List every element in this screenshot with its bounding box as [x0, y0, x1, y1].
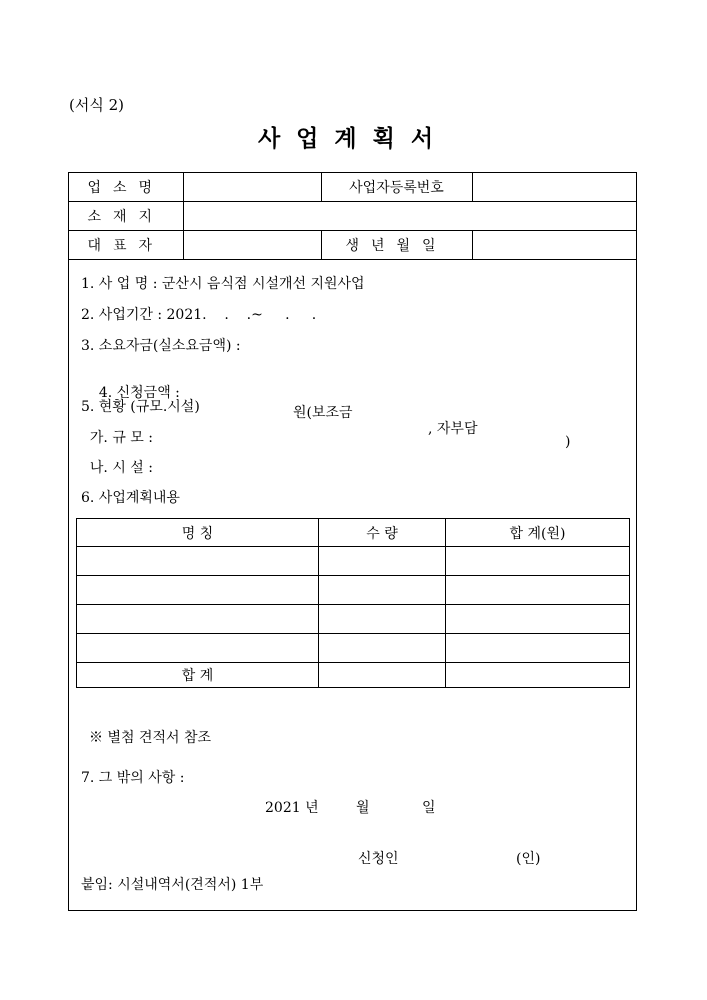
plan-table	[76, 518, 630, 688]
form-frame	[68, 172, 637, 911]
subsidy-label: 원(보조금	[293, 405, 353, 421]
location-field[interactable]	[183, 202, 636, 231]
seal-mark: (인)	[516, 851, 541, 867]
table-row	[77, 547, 630, 576]
total-amount-cell[interactable]	[446, 663, 630, 688]
name-cell[interactable]	[77, 576, 319, 605]
status-heading: 5. 현황 (규모.시설)	[81, 399, 200, 415]
attachment-note: 붙임: 시설내역서(견적서) 1부	[81, 877, 264, 893]
birth-date-label: 생년월일	[321, 231, 472, 260]
scale-line: 가. 규 모 :	[81, 430, 153, 446]
location-label: 소재지	[69, 202, 183, 231]
date-year: 2021 년	[265, 800, 319, 816]
quantity-cell[interactable]	[319, 605, 446, 634]
header-name: 명 칭	[77, 519, 319, 547]
header-total: 합 계(원)	[446, 519, 630, 547]
amount-cell[interactable]	[446, 576, 630, 605]
amount-cell[interactable]	[446, 547, 630, 576]
quantity-cell[interactable]	[319, 576, 446, 605]
business-name-field[interactable]	[183, 173, 321, 202]
plan-heading: 6. 사업계획내용	[81, 490, 180, 506]
name-cell[interactable]	[77, 634, 319, 663]
other-matters: 7. 그 밖의 사항 :	[81, 770, 185, 786]
date-month: 월	[356, 800, 370, 816]
name-cell[interactable]	[77, 605, 319, 634]
total-label: 합 계	[77, 663, 319, 688]
header-quantity: 수 량	[319, 519, 446, 547]
quantity-cell[interactable]	[319, 547, 446, 576]
table-row	[77, 576, 630, 605]
business-reg-label: 사업자등록번호	[321, 173, 472, 202]
self-pay-label: , 자부담	[428, 421, 478, 437]
table-row	[77, 634, 630, 663]
document-title: 사업계획서	[257, 126, 450, 152]
total-cost: 3. 소요자금(실소요금액) :	[81, 338, 241, 354]
project-period: 2. 사업기간 : 2021. . .~ . .	[81, 307, 317, 323]
estimate-note: ※ 별첨 견적서 참조	[89, 730, 212, 746]
name-cell[interactable]	[77, 547, 319, 576]
table-row	[77, 605, 630, 634]
form-number: (서식 2)	[69, 96, 124, 114]
amount-cell[interactable]	[446, 634, 630, 663]
quantity-cell[interactable]	[319, 634, 446, 663]
date-day: 일	[422, 800, 436, 816]
business-reg-field[interactable]	[472, 173, 636, 202]
representative-field[interactable]	[183, 231, 321, 260]
business-name-label: 업소명	[69, 173, 183, 202]
amount-cell[interactable]	[446, 605, 630, 634]
facility-line: 나. 시 설 :	[81, 460, 153, 476]
total-quantity-cell[interactable]	[319, 663, 446, 688]
closing-paren: )	[565, 434, 571, 450]
birth-date-field[interactable]	[472, 231, 636, 260]
request-amount-label: 4. 신청금액 :	[98, 385, 180, 401]
applicant-info-table	[69, 173, 636, 260]
representative-label: 대표자	[69, 231, 183, 260]
project-name: 1. 사 업 명 : 군산시 음식점 시설개선 지원사업	[81, 276, 365, 292]
applicant-label: 신청인	[358, 851, 399, 867]
